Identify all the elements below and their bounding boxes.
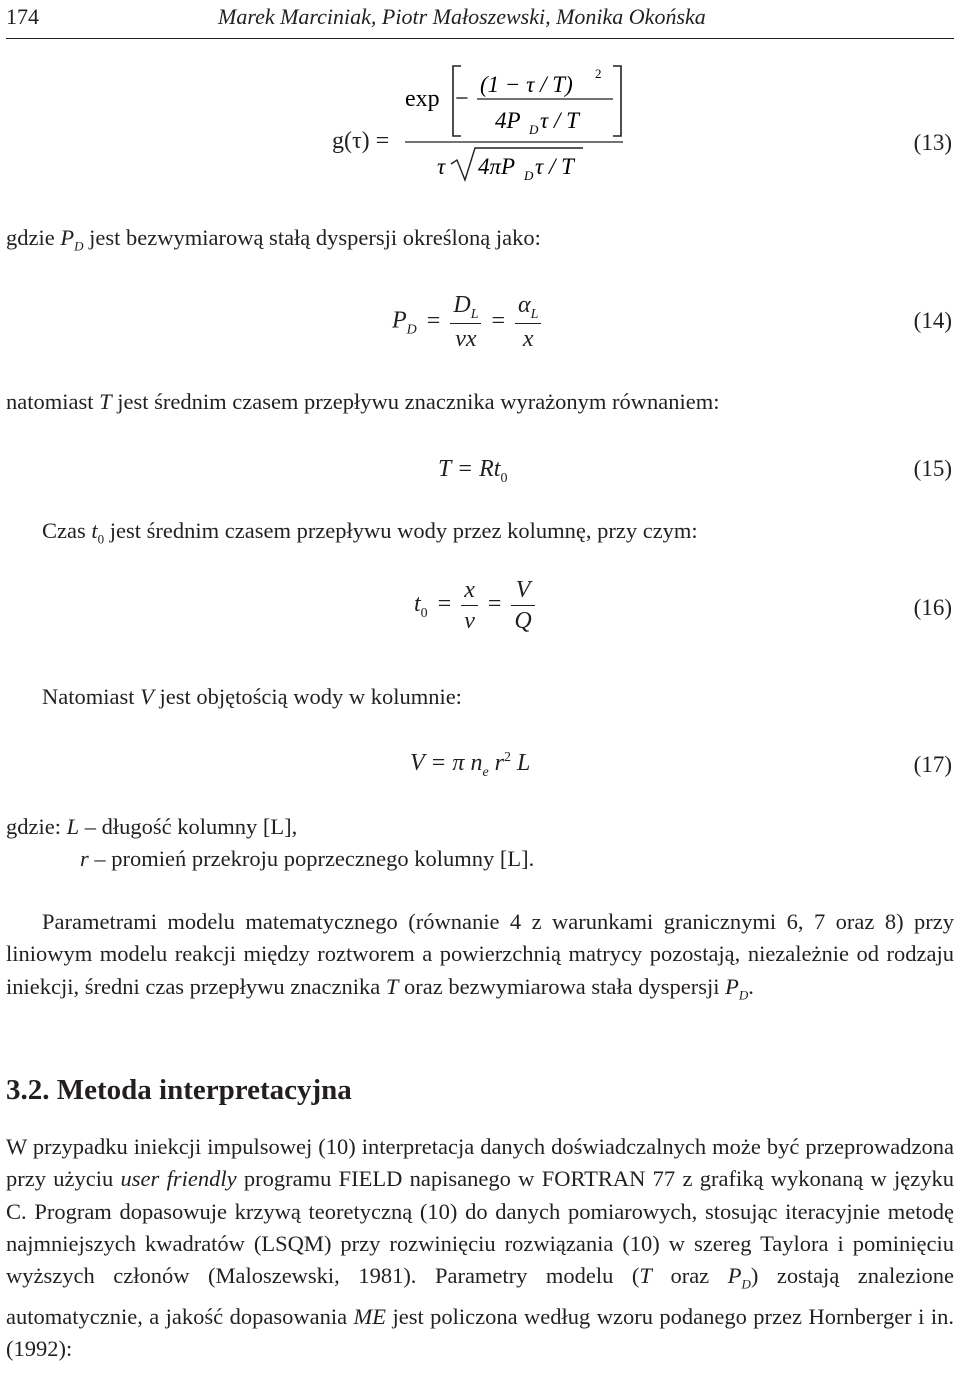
symbol-t0: t [91, 518, 98, 543]
text-span: oraz [651, 1263, 728, 1289]
eq13-den-tau: τ [437, 154, 446, 179]
text-span: programu FIELD napisanego w FORTRAN 77 z grafiką wykonaną w języku C. Program dopasowuje krzywą teoretyczną (10) do danych pomiarowych, stosując iteracyjnie metodę najmniejszych kwadratów (LSQM) przy rozwinięciu rozwiązania (10) w szereg Taylora i pominięciu wyższych członów (Maloszewski, 1981). Parametry modelu ( [6, 1166, 954, 1289]
eq14-fraction-1 [450, 290, 481, 354]
page-number: 174 [6, 4, 39, 29]
eq13-inner-den: 4P [495, 108, 521, 133]
eq13-inner-den-sub: D [529, 122, 539, 137]
running-header-authors: Marek Marciniak, Piotr Małoszewski, Monika Okońska [218, 4, 706, 29]
eq13-number: (13) [913, 130, 952, 155]
text-span: – długość kolumny [L], [79, 814, 298, 839]
symbol-sub: 0 [97, 531, 105, 547]
eq13-inner-num-sup: 2 [595, 66, 602, 81]
text-span: jest średnim czasem przepływu znacznika wyrażonym równaniem: [111, 389, 720, 414]
eq14-num2: α [518, 292, 531, 318]
text-span: jest objętością wody w kolumnie: [153, 684, 462, 709]
eq13-den-rad-sub: D [524, 168, 534, 183]
text-span: Czas [42, 518, 92, 543]
eq16-num2: V [511, 575, 534, 606]
text-span: jest policzona według wzoru podanego przez Hornberger i in. (1992): [6, 1303, 954, 1362]
text-span: gdzie: [6, 814, 67, 839]
symbol-me: ME [353, 1303, 387, 1329]
eq15-sub: 0 [500, 470, 508, 486]
symbol-sub: D [74, 238, 84, 254]
eq13-den-rad-tail: τ / T [535, 154, 574, 179]
eq13-inner-den-tail: τ / T [540, 108, 579, 133]
eq13-lhs [332, 128, 389, 155]
eq14 [392, 290, 541, 354]
eq16 [414, 575, 535, 636]
text-span: jest bezwymiarową stałą dyspersji określoną jako: [83, 225, 541, 250]
symbol-sub: D [738, 987, 749, 1003]
eq14-num2-sub: L [530, 306, 539, 322]
symbol-l: L [66, 814, 80, 839]
where-item-r [80, 848, 534, 871]
header-rule [6, 38, 954, 39]
text-line-pd-definition [6, 227, 541, 253]
eq17-sub: e [482, 764, 489, 780]
paragraph-interpretation-method [6, 1131, 954, 1366]
eq16-fraction-2 [511, 575, 534, 636]
eq17-tail: L [517, 750, 531, 776]
eq17 [410, 750, 530, 781]
symbol-r: r [80, 846, 89, 871]
symbol-v: V [140, 684, 154, 709]
text-span: ) zostają znalezione automatycznie, a jakość dopasowania [6, 1263, 954, 1329]
eq17-r: r [494, 750, 505, 776]
eq14-lhs: P [392, 307, 407, 334]
text-line-v-definition [42, 686, 462, 709]
eq13-lhs-text: g(τ) = [332, 128, 390, 154]
section-heading: 3.2. Metoda interpretacyjna [6, 1074, 352, 1106]
text-span: W przypadku iniekcji impulsowej (10) interpretacja danych doświadczalnych może być przeprowadzona przy użyciu [6, 1134, 954, 1192]
text-span: Natomiast [42, 684, 141, 709]
eq16-den1: v [464, 608, 475, 634]
symbol-p: P [725, 973, 739, 999]
eq14-den2: x [522, 326, 534, 353]
eq17-number: (17) [913, 752, 952, 777]
eq13-minus: − [455, 86, 469, 112]
eq15-number: (15) [913, 456, 952, 481]
text-span: natomiast [6, 389, 100, 414]
eq14-num1: D [453, 292, 471, 318]
italic-user-friendly: user friendly [120, 1166, 237, 1192]
eq17-sup: 2 [504, 750, 512, 765]
eq13-exp: exp [405, 86, 440, 112]
symbol-t: T [639, 1263, 652, 1289]
where-item-l [6, 816, 297, 839]
eq16-equals-1: = [437, 591, 452, 618]
eq13-right-bracket [613, 66, 621, 136]
eq14-fraction-2 [515, 290, 541, 354]
text-span: – promień przekroju poprzecznego kolumny [L]. [88, 846, 535, 871]
eq16-den2: Q [514, 608, 532, 634]
eq14-num1-sub: L [470, 306, 479, 322]
text-span: Parametrami modelu matematycznego (równanie 4 z warunkami granicznymi 6, 7 oraz 8) przy liniowym modelu reakcji między roztworem a powierzchnią matrycy pozostają, niezależnie od rodzaju iniekcji, średni czas przepływu znacznika [6, 909, 954, 999]
eq14-lhs-sub: D [406, 322, 417, 338]
eq16-num1: x [461, 575, 478, 606]
text-span: oraz bezwymiarowa stała dyspersji [398, 973, 726, 999]
eq13-inner-numerator: (1 − τ / T) [480, 72, 573, 97]
text-span: jest średnim czasem przepływu wody przez kolumnę, przy czym: [104, 518, 698, 543]
eq14-den1: vx [455, 326, 477, 353]
eq13-svg [405, 56, 635, 186]
eq15 [438, 456, 507, 487]
eq13-den-rad: 4πP [478, 154, 516, 179]
eq15-text: T = Rt [438, 456, 501, 482]
symbol-p: P [60, 225, 75, 250]
eq17-lhs: V = π n [410, 750, 483, 776]
text-span: . [748, 973, 754, 999]
eq14-number: (14) [913, 308, 952, 333]
eq16-equals-2: = [487, 591, 502, 618]
symbol-t: T [385, 973, 399, 999]
eq16-lhs-sub: 0 [420, 605, 428, 621]
eq16-number: (16) [913, 595, 952, 620]
eq14-equals-1: = [426, 307, 441, 334]
paragraph-model-parameters [6, 906, 954, 1011]
eq16-lhs: t [414, 591, 421, 618]
eq13-fraction [405, 56, 635, 186]
symbol-t: T [99, 389, 112, 414]
symbol-p: P [727, 1263, 742, 1289]
text-line-t0-definition [42, 520, 698, 546]
eq14-equals-2: = [491, 307, 506, 334]
text-line-t-definition [6, 391, 720, 414]
text-span: gdzie [6, 225, 61, 250]
symbol-sub: D [741, 1276, 751, 1292]
eq16-fraction-1 [461, 575, 478, 636]
